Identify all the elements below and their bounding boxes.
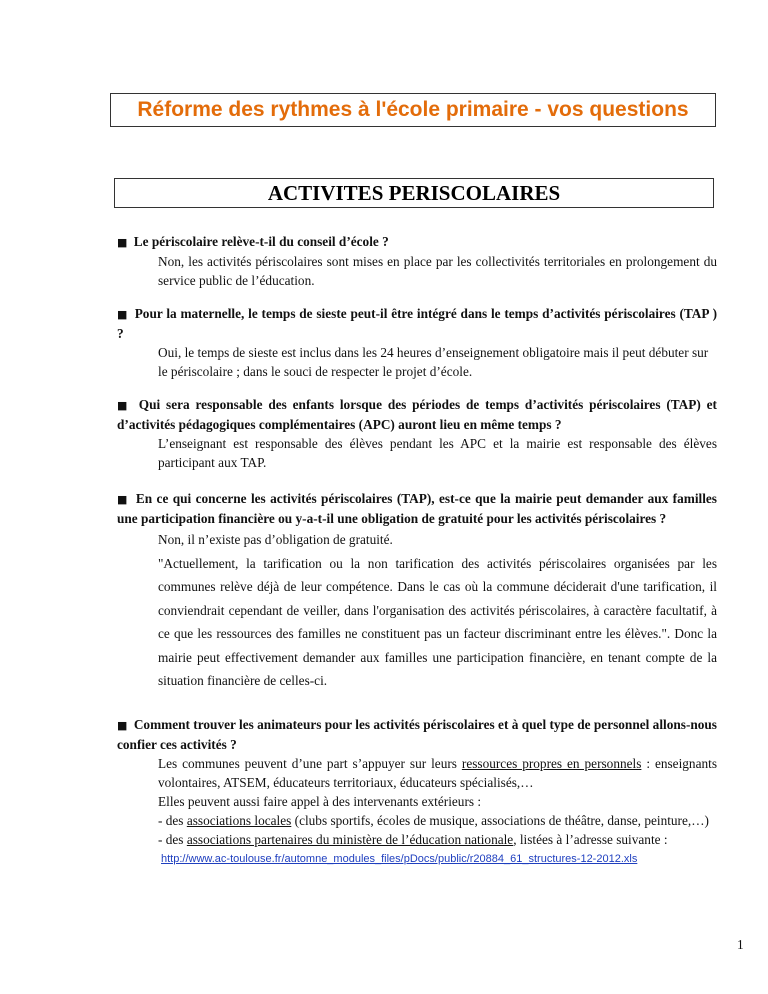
answer-4	[158, 528, 717, 693]
question-2: ■ Pour la maternelle, le temps de sieste peut-il être intégré dans le temps d’activités périscolaires (TAP ) ?	[117, 306, 717, 341]
question-4: ■ En ce qui concerne les activités périscolaires (TAP), est-ce que la mairie peut demander aux familles une participation financière ou y-a-t-il une obligation de gratuité pour les activités périscolaires ?	[117, 491, 717, 526]
square-bullet-icon: ■	[117, 308, 128, 321]
section-title-box	[114, 178, 714, 208]
section-title: ACTIVITES PERISCOLAIRES	[267, 180, 561, 205]
question-3: ■ Qui sera responsable des enfants lorsque des périodes de temps d’activités périscolaires (TAP) et d’activités pédagogiques complémentaires (APC) auront lieu en même temps ?	[117, 397, 717, 432]
question-1: ■ Le périscolaire relève-t-il du conseil d’école ?	[117, 234, 389, 249]
resources-underlined: ressources propres en personnels	[461, 755, 642, 771]
answer-5	[158, 754, 717, 870]
answer-2: Oui, le temps de sieste est inclus dans les 24 heures d’enseignement obligatoire mais il peut débuter sur le périscolaire ; dans le souci de respecter le projet d’école.	[158, 345, 709, 379]
square-bullet-icon: ■	[117, 493, 129, 506]
qa-content	[117, 232, 717, 870]
answer-5-local-assoc: - des associations locales (clubs sportifs, écoles de musique, associations de théâtre, danse, peinture,…)	[158, 812, 709, 828]
local-assoc-underlined: associations locales	[186, 812, 292, 828]
answer-4-quote: "Actuellement, la tarification ou la non tarification des activités périscolaires organisées par les communes relève déjà de leur compétence. Dans le cas où la commune déciderait d'une tarification, il conviendrait cependant de veiller, dans l'organisation des activités périscolaires, à caractère facultatif, à ce que les ressources des familles ne constituent pas un facteur discriminant entre les élèves.". Donc la mairie peut effectivement demander aux familles une participation financière, en tenant compte de la situation financière de celles-ci.	[158, 555, 717, 688]
partner-assoc-underlined: associations partenaires du ministère de l’éducation nationale	[186, 831, 514, 847]
page-number: 1	[737, 937, 744, 952]
answer-5-partner-assoc: - des associations partenaires du ministère de l’éducation nationale, listées à l’adresse suivante :	[158, 831, 668, 847]
structures-link[interactable]: http://www.ac-toulouse.fr/automne_modules_files/pDocs/public/r20884_61_structures-12-2012.xls	[161, 852, 638, 865]
answer-5-external: Elles peuvent aussi faire appel à des intervenants extérieurs :	[158, 793, 482, 809]
answer-4-line-1: Non, il n’existe pas d’obligation de gratuité.	[158, 532, 393, 547]
answer-1: Non, les activités périscolaires sont mises en place par les collectivités territoriales en prolongement du service public de l’éducation.	[158, 254, 717, 288]
answer-5-resources: Les communes peuvent d’une part s’appuyer sur leurs ressources propres en personnels : enseignants volontaires, ATSEM, éducateurs territoriaux, éducateurs spécialisés,…	[158, 755, 717, 790]
answer-3: L’enseignant est responsable des élèves pendant les APC et la mairie est responsable des élèves participant aux TAP.	[158, 436, 717, 470]
document-title-box	[110, 93, 716, 127]
question-5: ■ Comment trouver les animateurs pour les activités périscolaires et à quel type de personnel allons-nous confier ces activités ?	[117, 716, 717, 752]
square-bullet-icon: ■	[117, 236, 128, 249]
document-title: Réforme des rythmes à l'école primaire - vos questions	[137, 98, 689, 121]
square-bullet-icon: ■	[117, 399, 130, 412]
square-bullet-icon: ■	[117, 718, 128, 732]
